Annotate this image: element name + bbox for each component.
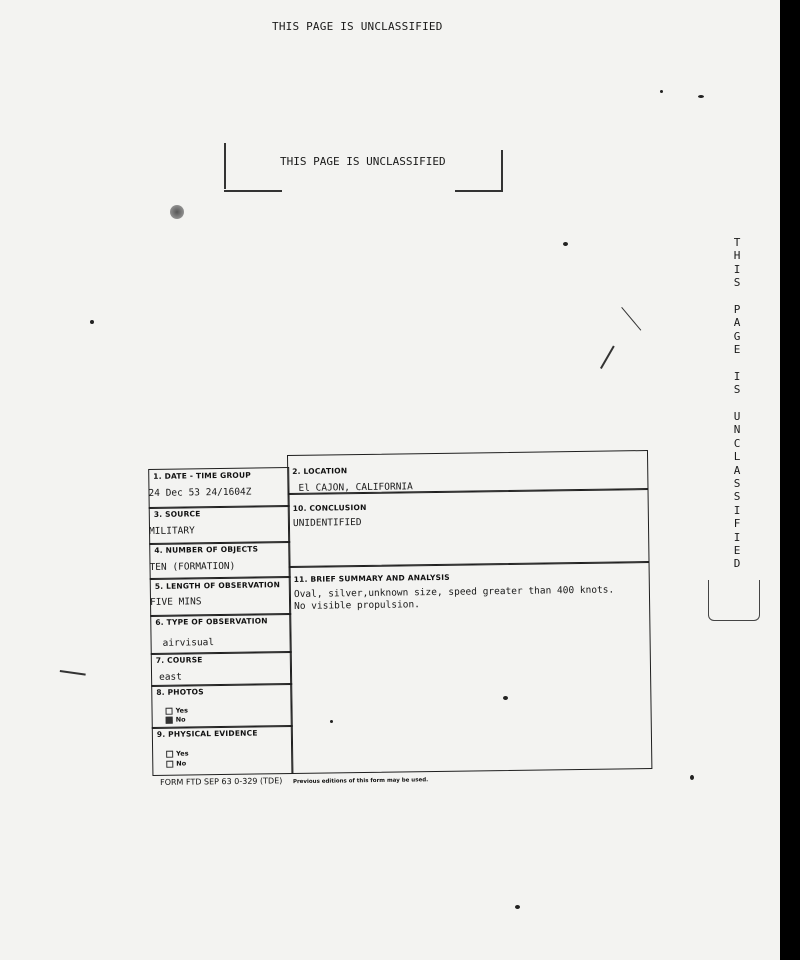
middle-classification-banner: THIS PAGE IS UNCLASSIFIED bbox=[280, 155, 446, 168]
form-number: FORM FTD SEP 63 0-329 (TDE) bbox=[160, 776, 283, 787]
scan-scratch bbox=[600, 345, 614, 368]
value-conclusion: UNIDENTIFIED bbox=[292, 517, 362, 529]
frame-bottom-left bbox=[224, 190, 282, 192]
value-date-time-group: 24 Dec 53 24/1604Z bbox=[148, 486, 252, 499]
physical-evidence-option-no: No bbox=[166, 759, 186, 767]
label-length-of-observation: 5. LENGTH OF OBSERVATION bbox=[154, 580, 281, 591]
value-course: east bbox=[159, 671, 183, 683]
scan-speck bbox=[563, 242, 568, 246]
scan-scratch bbox=[60, 670, 86, 675]
scan-speck bbox=[515, 905, 520, 909]
scan-speck bbox=[330, 720, 333, 723]
value-number-of-objects: TEN (FORMATION) bbox=[149, 560, 236, 573]
value-source: MILITARY bbox=[148, 525, 195, 537]
scan-speck bbox=[90, 320, 94, 324]
value-length-of-observation: FIVE MINS bbox=[149, 596, 202, 608]
physical-evidence-option-yes: Yes bbox=[166, 749, 189, 757]
checkbox-icon bbox=[166, 760, 173, 767]
label-conclusion: 10. CONCLUSION bbox=[292, 502, 367, 513]
footer-note: Previous editions of this form may be used. bbox=[292, 777, 429, 786]
scan-speck bbox=[660, 90, 663, 93]
checked-box-icon bbox=[166, 716, 173, 723]
label-course: 7. COURSE bbox=[155, 655, 203, 665]
side-bracket-mark bbox=[708, 580, 760, 621]
photos-option-yes: Yes bbox=[165, 706, 188, 714]
label-location: 2. LOCATION bbox=[292, 466, 348, 476]
frame-right-edge bbox=[501, 150, 503, 192]
checkbox-icon bbox=[166, 750, 173, 757]
value-brief-summary-line-2: No visible propulsion. bbox=[294, 599, 421, 612]
scan-speck bbox=[690, 775, 694, 780]
photos-option-no: No bbox=[166, 716, 186, 724]
value-type-of-observation: airvisual bbox=[162, 637, 215, 649]
label-brief-summary: 11. BRIEF SUMMARY AND ANALYSIS bbox=[293, 572, 450, 584]
label-photos: 8. PHOTOS bbox=[156, 687, 204, 697]
report-form bbox=[148, 450, 650, 774]
frame-left-edge bbox=[224, 143, 226, 189]
label-type-of-observation: 6. TYPE OF OBSERVATION bbox=[155, 616, 268, 627]
scan-speck bbox=[698, 95, 704, 98]
value-brief-summary-line-1: Oval, silver,unknown size, speed greater than 400 knots. bbox=[293, 584, 615, 600]
form-footer bbox=[160, 774, 428, 787]
scan-speck bbox=[503, 696, 508, 700]
scan-scratch bbox=[621, 307, 641, 331]
value-location: El CAJON, CALIFORNIA bbox=[298, 481, 413, 494]
label-number-of-objects: 4. NUMBER OF OBJECTS bbox=[154, 544, 259, 555]
checkbox-icon bbox=[165, 707, 172, 714]
label-source: 3. SOURCE bbox=[153, 509, 201, 519]
frame-bottom-right bbox=[455, 190, 503, 192]
top-classification-banner: THIS PAGE IS UNCLASSIFIED bbox=[272, 20, 443, 33]
label-date-time-group: 1. DATE - TIME GROUP bbox=[153, 470, 252, 481]
scan-blot bbox=[170, 205, 184, 219]
label-physical-evidence: 9. PHYSICAL EVIDENCE bbox=[156, 728, 258, 739]
vertical-classification-banner: T H I S P A G E I S U N C L A S S I F I E D bbox=[733, 236, 741, 571]
